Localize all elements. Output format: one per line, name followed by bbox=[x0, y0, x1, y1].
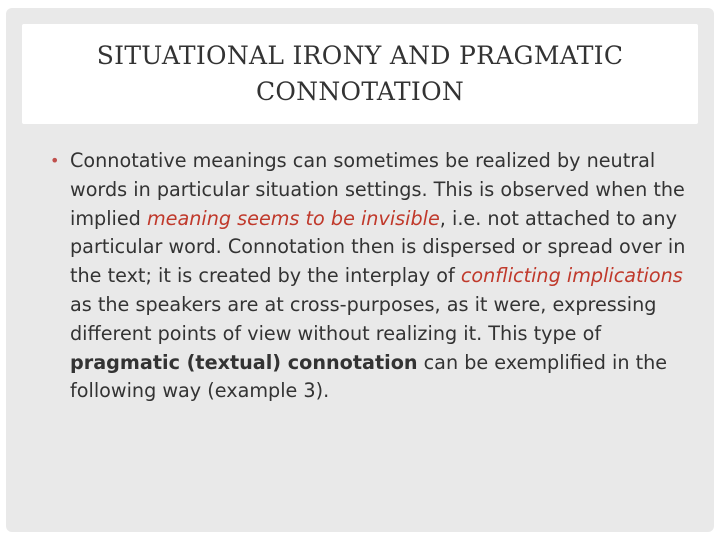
body-text-3: as the speakers are at cross-purposes, as it were, expressing different points of view without realizing it. This type of bbox=[70, 292, 657, 345]
bullet-icon: • bbox=[50, 151, 60, 170]
bold-pragmatic-connotation: pragmatic (textual) connotation bbox=[70, 350, 418, 374]
body-text-2: , i.e. not attached to any particular word. Connotation then is dispersed or spread over in the text; it is created by the interplay of bbox=[70, 206, 686, 288]
body-text-4: can be exemplified in the following way (example 3). bbox=[70, 350, 668, 403]
highlight-conflicting-implications: conflicting implications bbox=[460, 264, 683, 288]
bullet-item bbox=[50, 147, 690, 406]
highlight-invisible-meaning: meaning seems to be invisible bbox=[146, 206, 440, 230]
body-text-1: Connotative meanings can sometimes be realized by neutral words in particular situation settings. This is observed when the implied bbox=[70, 149, 685, 230]
title-box bbox=[22, 24, 698, 124]
slide-title bbox=[97, 38, 624, 110]
slide-content bbox=[50, 147, 690, 406]
slide-title-line-1: SITUATIONAL IRONY AND PRAGMATIC bbox=[96, 41, 624, 70]
slide bbox=[6, 8, 714, 532]
slide-title-line-2: CONNOTATION bbox=[255, 77, 465, 106]
